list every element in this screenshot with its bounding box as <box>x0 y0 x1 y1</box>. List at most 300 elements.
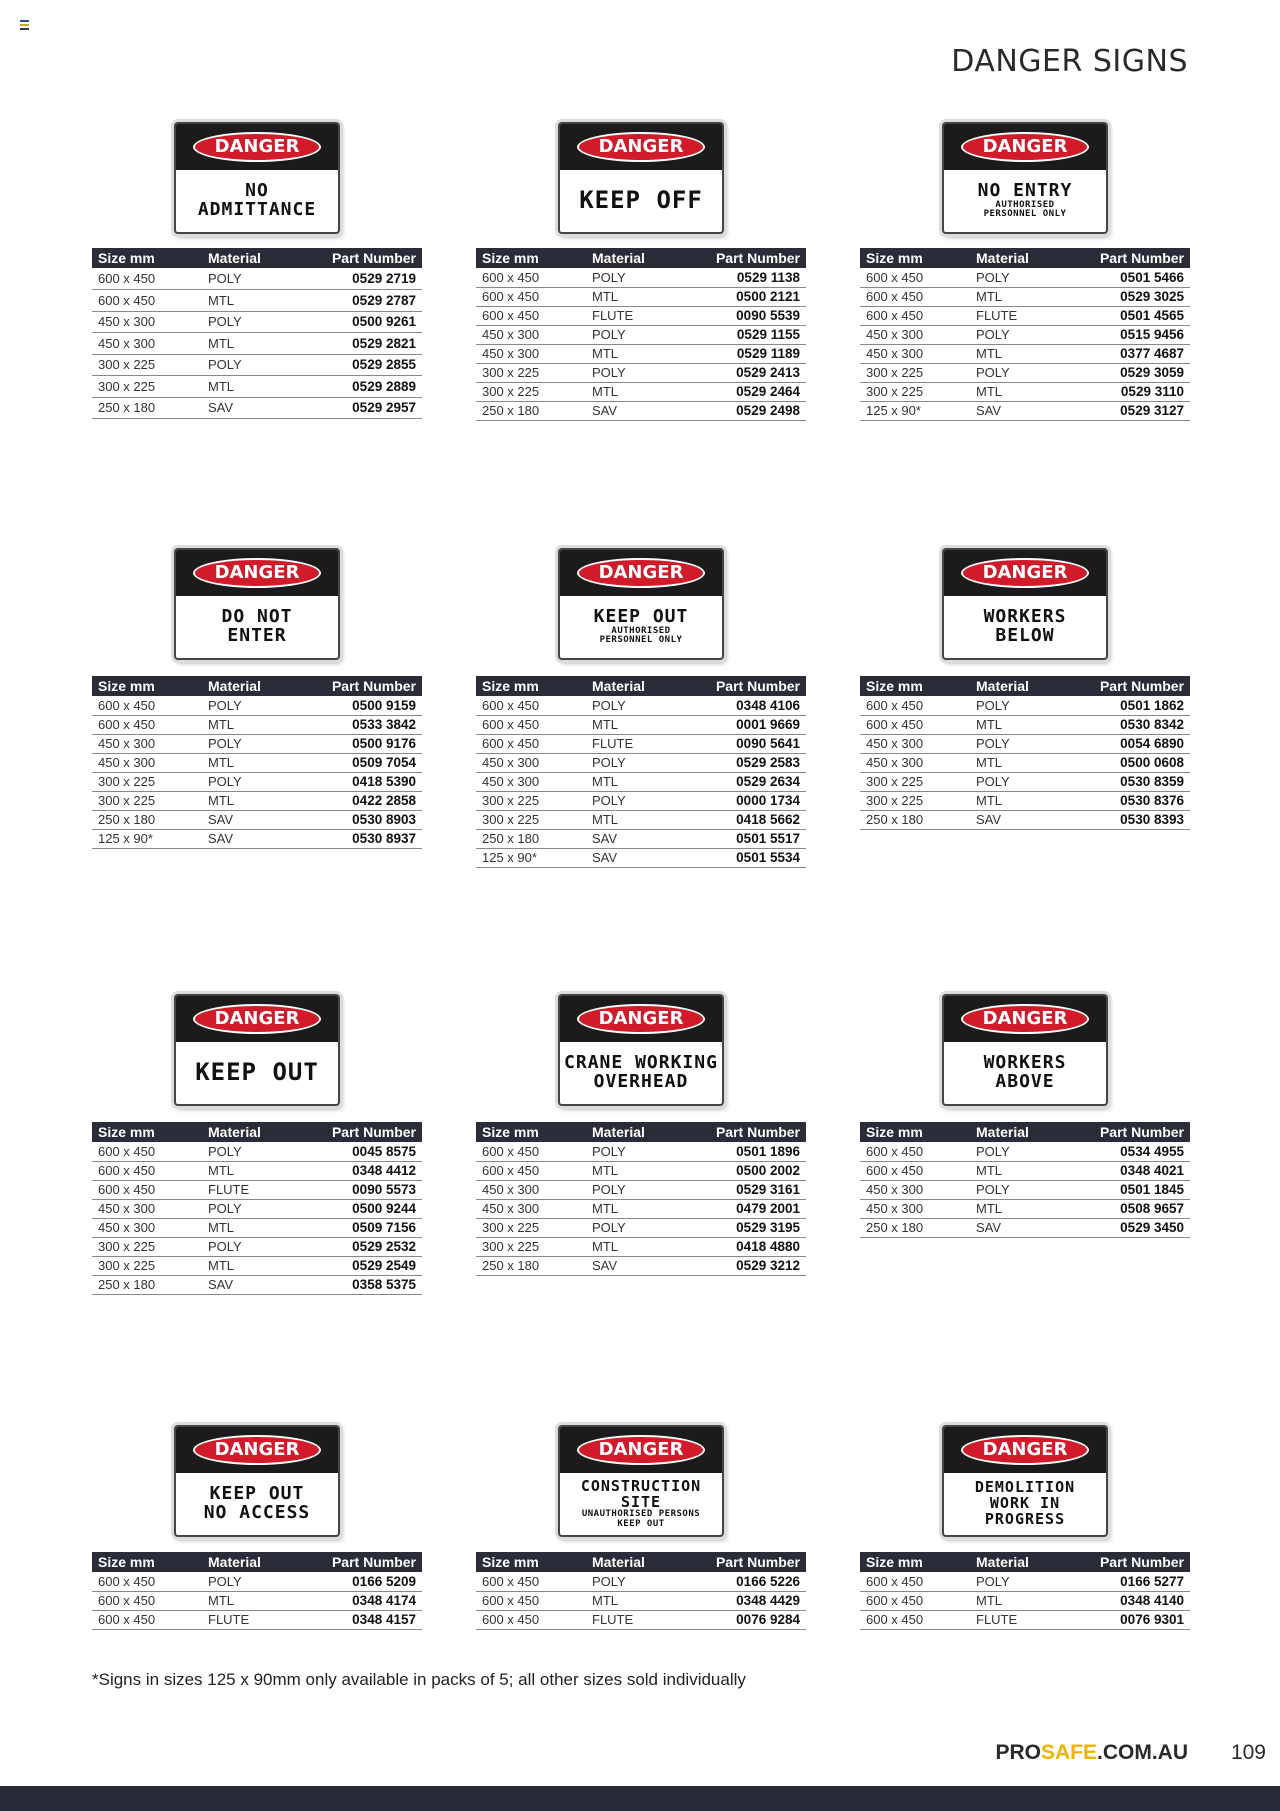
material-cell: POLY <box>202 1237 297 1256</box>
material-cell: SAV <box>970 401 1065 420</box>
danger-sign-image <box>558 548 724 660</box>
size-cell: 300 x 225 <box>92 376 202 398</box>
table-row[interactable] <box>476 1142 806 1161</box>
danger-oval <box>577 558 705 588</box>
part-number-cell: 0529 2549 <box>297 1256 422 1275</box>
sign-text-line: PROGRESS <box>984 1509 1066 1528</box>
size-cell: 450 x 300 <box>860 1180 970 1199</box>
sign-message <box>176 1473 338 1535</box>
table-row[interactable] <box>860 696 1190 715</box>
table-row[interactable] <box>92 1161 422 1180</box>
part-number-cell: 0348 4412 <box>297 1161 422 1180</box>
sign-header <box>176 996 338 1042</box>
material-cell: POLY <box>202 734 297 753</box>
table-row[interactable] <box>860 772 1190 791</box>
size-cell: 450 x 300 <box>860 344 970 363</box>
material-cell: MTL <box>586 1591 681 1610</box>
size-cell: 600 x 450 <box>92 696 202 715</box>
table-row[interactable] <box>92 1237 422 1256</box>
sign-message <box>944 1042 1106 1104</box>
size-cell: 600 x 450 <box>92 290 202 312</box>
size-cell: 600 x 450 <box>860 1142 970 1161</box>
part-number-cell: 0422 2858 <box>297 791 422 810</box>
part-number-cell: 0515 9456 <box>1065 325 1190 344</box>
material-cell: FLUTE <box>586 1610 681 1629</box>
danger-oval <box>193 1435 321 1465</box>
page-number: 109 <box>1230 1741 1266 1764</box>
size-cell: 250 x 180 <box>476 1256 586 1275</box>
brand-logo[interactable] <box>995 1741 1188 1765</box>
size-cell: 125 x 90* <box>860 401 970 420</box>
part-number-cell: 0529 3212 <box>681 1256 806 1275</box>
brand-pre: PRO <box>995 1741 1041 1764</box>
part-number-cell: 0501 5466 <box>1065 268 1190 287</box>
table-row[interactable] <box>860 306 1190 325</box>
part-number-table <box>860 1122 1190 1238</box>
material-cell: MTL <box>970 287 1065 306</box>
table-row[interactable] <box>92 753 422 772</box>
material-cell: POLY <box>970 734 1065 753</box>
material-cell: FLUTE <box>202 1180 297 1199</box>
danger-oval <box>961 558 1089 588</box>
table-row[interactable] <box>476 829 806 848</box>
table-row[interactable] <box>476 734 806 753</box>
th-part-number: Part Number <box>297 1122 422 1142</box>
table-row[interactable] <box>860 363 1190 382</box>
part-number-cell: 0076 9301 <box>1065 1610 1190 1629</box>
size-cell: 600 x 450 <box>860 696 970 715</box>
table-row[interactable] <box>476 401 806 420</box>
material-cell: POLY <box>586 1142 681 1161</box>
table-row[interactable] <box>92 734 422 753</box>
table-row[interactable] <box>476 287 806 306</box>
part-number-table <box>860 248 1190 421</box>
part-number-cell: 0529 2787 <box>297 290 422 312</box>
table-row[interactable] <box>860 344 1190 363</box>
table-row[interactable] <box>476 363 806 382</box>
material-cell: MTL <box>586 772 681 791</box>
table-row[interactable] <box>92 397 422 419</box>
table-row[interactable] <box>92 1275 422 1294</box>
material-cell: MTL <box>202 753 297 772</box>
table-row[interactable] <box>476 1610 806 1629</box>
material-cell: POLY <box>970 363 1065 382</box>
sign-message <box>944 596 1106 658</box>
th-part-number: Part Number <box>1065 1552 1190 1572</box>
size-cell: 600 x 450 <box>476 1161 586 1180</box>
table-row[interactable] <box>860 734 1190 753</box>
danger-sign-image <box>558 994 724 1106</box>
table-row[interactable] <box>92 715 422 734</box>
table-row[interactable] <box>476 306 806 325</box>
size-cell: 600 x 450 <box>476 268 586 287</box>
table-row[interactable] <box>92 354 422 376</box>
part-number-cell: 0529 2634 <box>681 772 806 791</box>
table-row[interactable] <box>860 753 1190 772</box>
table-row[interactable] <box>860 715 1190 734</box>
th-size: Size mm <box>92 1552 202 1572</box>
sign-header <box>944 550 1106 596</box>
part-number-cell: 0509 7156 <box>297 1218 422 1237</box>
table-row[interactable] <box>860 1199 1190 1218</box>
table-row[interactable] <box>476 382 806 401</box>
table-header-row <box>476 1122 806 1142</box>
material-cell: MTL <box>202 1591 297 1610</box>
table-header-row <box>860 1122 1190 1142</box>
size-cell: 600 x 450 <box>92 1161 202 1180</box>
sign-message <box>176 1042 338 1104</box>
size-cell: 450 x 300 <box>476 344 586 363</box>
size-cell: 600 x 450 <box>476 287 586 306</box>
part-number-cell: 0501 1896 <box>681 1142 806 1161</box>
table-row[interactable] <box>860 810 1190 829</box>
sign-message <box>560 596 722 658</box>
danger-label: DANGER <box>598 1008 684 1029</box>
table-row[interactable] <box>92 1199 422 1218</box>
table-row[interactable] <box>476 268 806 287</box>
material-cell: SAV <box>202 1275 297 1294</box>
size-cell: 300 x 225 <box>476 363 586 382</box>
part-number-cell: 0000 1734 <box>681 791 806 810</box>
part-number-cell: 0479 2001 <box>681 1199 806 1218</box>
part-number-cell: 0348 4021 <box>1065 1161 1190 1180</box>
size-cell: 450 x 300 <box>92 1199 202 1218</box>
table-row[interactable] <box>476 810 806 829</box>
material-cell: MTL <box>970 791 1065 810</box>
table-row[interactable] <box>92 810 422 829</box>
sign-text-line: WORKERS <box>983 606 1067 628</box>
size-cell: 450 x 300 <box>476 753 586 772</box>
th-size: Size mm <box>860 248 970 268</box>
table-row[interactable] <box>476 1161 806 1180</box>
part-number-cell: 0529 1138 <box>681 268 806 287</box>
material-cell: POLY <box>970 325 1065 344</box>
part-number-cell: 0508 9657 <box>1065 1199 1190 1218</box>
th-size: Size mm <box>476 1122 586 1142</box>
size-cell: 300 x 225 <box>476 810 586 829</box>
material-cell: POLY <box>586 696 681 715</box>
table-row[interactable] <box>92 311 422 333</box>
table-header-row <box>476 1552 806 1572</box>
bottom-bar <box>0 1786 1280 1811</box>
sign-text-line: DO NOT <box>221 606 293 628</box>
part-number-cell: 0534 4955 <box>1065 1142 1190 1161</box>
size-cell: 600 x 450 <box>476 1610 586 1629</box>
table-row[interactable] <box>92 1142 422 1161</box>
th-size: Size mm <box>92 1122 202 1142</box>
th-part-number: Part Number <box>297 1552 422 1572</box>
table-row[interactable] <box>92 1610 422 1629</box>
size-cell: 600 x 450 <box>92 1572 202 1591</box>
size-cell: 600 x 450 <box>860 715 970 734</box>
table-row[interactable] <box>860 1218 1190 1237</box>
size-cell: 250 x 180 <box>476 829 586 848</box>
size-cell: 125 x 90* <box>476 848 586 867</box>
size-cell: 450 x 300 <box>860 734 970 753</box>
size-cell: 300 x 225 <box>476 1218 586 1237</box>
table-row[interactable] <box>860 268 1190 287</box>
table-row[interactable] <box>92 1180 422 1199</box>
material-cell: POLY <box>586 363 681 382</box>
part-number-cell: 0045 8575 <box>297 1142 422 1161</box>
size-cell: 450 x 300 <box>860 325 970 344</box>
table-header-row <box>476 676 806 696</box>
sign-text-line: AUTHORISED <box>995 200 1055 210</box>
size-cell: 450 x 300 <box>476 325 586 344</box>
table-header-row <box>860 248 1190 268</box>
size-cell: 250 x 180 <box>92 397 202 419</box>
part-number-cell: 0529 3161 <box>681 1180 806 1199</box>
danger-label: DANGER <box>214 1008 300 1029</box>
part-number-cell: 0501 4565 <box>1065 306 1190 325</box>
sign-message <box>560 1473 722 1535</box>
material-cell: POLY <box>586 268 681 287</box>
danger-label: DANGER <box>982 1439 1068 1460</box>
part-number-cell: 0054 6890 <box>1065 734 1190 753</box>
size-cell: 250 x 180 <box>860 1218 970 1237</box>
material-cell: FLUTE <box>970 306 1065 325</box>
table-row[interactable] <box>860 1180 1190 1199</box>
th-size: Size mm <box>860 676 970 696</box>
part-number-cell: 0530 8937 <box>297 829 422 848</box>
material-cell: FLUTE <box>586 306 681 325</box>
material-cell: POLY <box>970 772 1065 791</box>
danger-oval <box>577 1435 705 1465</box>
size-cell: 250 x 180 <box>92 1275 202 1294</box>
part-number-cell: 0529 3195 <box>681 1218 806 1237</box>
material-cell: SAV <box>970 810 1065 829</box>
th-part-number: Part Number <box>1065 248 1190 268</box>
part-number-cell: 0501 1862 <box>1065 696 1190 715</box>
material-cell: POLY <box>202 1572 297 1591</box>
th-part-number: Part Number <box>297 248 422 268</box>
table-row[interactable] <box>476 1572 806 1591</box>
size-cell: 250 x 180 <box>92 810 202 829</box>
danger-sign-image <box>174 1425 340 1537</box>
size-cell: 300 x 225 <box>92 772 202 791</box>
material-cell: MTL <box>202 1161 297 1180</box>
sign-text-line: AUTHORISED <box>611 626 671 636</box>
th-material: Material <box>970 1552 1065 1572</box>
material-cell: MTL <box>970 382 1065 401</box>
material-cell: SAV <box>586 401 681 420</box>
sign-text-line: WORK IN <box>989 1494 1061 1513</box>
material-cell: POLY <box>970 1572 1065 1591</box>
danger-oval <box>961 132 1089 162</box>
table-row[interactable] <box>860 1572 1190 1591</box>
sign-text-line: OVERHEAD <box>593 1071 689 1092</box>
size-cell: 450 x 300 <box>476 1180 586 1199</box>
table-row[interactable] <box>476 791 806 810</box>
material-cell: MTL <box>202 715 297 734</box>
size-cell: 600 x 450 <box>860 1161 970 1180</box>
material-cell: MTL <box>586 344 681 363</box>
sign-text-line: KEEP OUT <box>617 1518 665 1529</box>
size-cell: 600 x 450 <box>92 1610 202 1629</box>
danger-sign-image <box>942 994 1108 1106</box>
size-cell: 300 x 225 <box>860 363 970 382</box>
table-row[interactable] <box>92 696 422 715</box>
sign-message <box>176 596 338 658</box>
sign-text-line: KEEP OUT <box>195 1058 319 1087</box>
table-row[interactable] <box>476 772 806 791</box>
table-row[interactable] <box>476 1218 806 1237</box>
part-number-cell: 0529 2532 <box>297 1237 422 1256</box>
material-cell: MTL <box>970 1591 1065 1610</box>
th-material: Material <box>586 1552 681 1572</box>
part-number-cell: 0529 3110 <box>1065 382 1190 401</box>
th-material: Material <box>202 248 297 268</box>
material-cell: POLY <box>970 268 1065 287</box>
table-row[interactable] <box>92 772 422 791</box>
table-row[interactable] <box>860 1610 1190 1629</box>
part-number-cell: 0166 5226 <box>681 1572 806 1591</box>
sign-header <box>560 1427 722 1473</box>
material-cell: FLUTE <box>202 1610 297 1629</box>
th-material: Material <box>586 248 681 268</box>
sign-text-line: PERSONNEL ONLY <box>983 209 1067 220</box>
sign-header <box>560 124 722 170</box>
table-row[interactable] <box>476 1199 806 1218</box>
part-number-cell: 0358 5375 <box>297 1275 422 1294</box>
sign-header <box>560 996 722 1042</box>
table-row[interactable] <box>476 344 806 363</box>
part-number-table <box>92 248 422 419</box>
danger-sign-image <box>174 122 340 234</box>
material-cell: POLY <box>202 1142 297 1161</box>
material-cell: MTL <box>202 791 297 810</box>
part-number-table <box>476 1122 806 1276</box>
table-row[interactable] <box>92 333 422 355</box>
table-row[interactable] <box>92 376 422 398</box>
danger-label: DANGER <box>982 562 1068 583</box>
table-row[interactable] <box>92 1256 422 1275</box>
th-part-number: Part Number <box>1065 1122 1190 1142</box>
table-row[interactable] <box>860 1591 1190 1610</box>
table-row[interactable] <box>860 325 1190 344</box>
table-row[interactable] <box>92 829 422 848</box>
part-number-cell: 0530 8359 <box>1065 772 1190 791</box>
material-cell: SAV <box>202 829 297 848</box>
sign-text-line: BELOW <box>995 625 1055 646</box>
sign-text-line: SITE <box>620 1492 662 1511</box>
table-row[interactable] <box>476 753 806 772</box>
material-cell: SAV <box>202 397 297 419</box>
size-cell: 600 x 450 <box>92 268 202 290</box>
table-row[interactable] <box>860 1161 1190 1180</box>
table-row[interactable] <box>92 1572 422 1591</box>
table-row[interactable] <box>476 715 806 734</box>
table-row[interactable] <box>476 1591 806 1610</box>
th-size: Size mm <box>92 676 202 696</box>
size-cell: 450 x 300 <box>476 772 586 791</box>
sign-header <box>944 1427 1106 1473</box>
table-row[interactable] <box>860 791 1190 810</box>
th-material: Material <box>586 676 681 696</box>
table-row[interactable] <box>476 1180 806 1199</box>
size-cell: 600 x 450 <box>476 734 586 753</box>
sign-text-line: CRANE WORKING <box>564 1052 718 1074</box>
table-header-row <box>92 1122 422 1142</box>
size-cell: 300 x 225 <box>476 1237 586 1256</box>
material-cell: MTL <box>586 287 681 306</box>
th-material: Material <box>202 1122 297 1142</box>
material-cell: MTL <box>970 715 1065 734</box>
th-material: Material <box>202 676 297 696</box>
table-row[interactable] <box>92 791 422 810</box>
table-row[interactable] <box>92 1591 422 1610</box>
size-cell: 450 x 300 <box>92 311 202 333</box>
size-cell: 600 x 450 <box>476 1591 586 1610</box>
size-cell: 600 x 450 <box>92 1591 202 1610</box>
table-row[interactable] <box>476 325 806 344</box>
material-cell: MTL <box>586 1199 681 1218</box>
table-row[interactable] <box>476 1237 806 1256</box>
table-row[interactable] <box>860 287 1190 306</box>
table-row[interactable] <box>476 848 806 867</box>
table-row[interactable] <box>92 268 422 290</box>
table-row[interactable] <box>860 1142 1190 1161</box>
part-number-cell: 0529 3450 <box>1065 1218 1190 1237</box>
brand-accent: SAFE <box>1040 1741 1097 1764</box>
part-number-cell: 0500 0608 <box>1065 753 1190 772</box>
sign-text-line: KEEP OUT <box>593 606 689 628</box>
menu-icon[interactable] <box>20 20 29 32</box>
part-number-cell: 0533 3842 <box>297 715 422 734</box>
danger-label: DANGER <box>598 136 684 157</box>
danger-oval <box>961 1004 1089 1034</box>
part-number-cell: 0501 1845 <box>1065 1180 1190 1199</box>
material-cell: SAV <box>586 829 681 848</box>
sign-text-line: ADMITTANCE <box>197 199 317 220</box>
table-row[interactable] <box>92 290 422 312</box>
size-cell: 600 x 450 <box>92 715 202 734</box>
sign-text-line: DEMOLITION <box>974 1478 1076 1497</box>
table-row[interactable] <box>92 1218 422 1237</box>
sign-text-line: KEEP OUT <box>209 1483 305 1505</box>
part-number-cell: 0529 2498 <box>681 401 806 420</box>
th-part-number: Part Number <box>297 676 422 696</box>
footnote: *Signs in sizes 125 x 90mm only available in packs of 5; all other sizes sold individually <box>92 1670 746 1689</box>
part-number-cell: 0090 5573 <box>297 1180 422 1199</box>
part-number-cell: 0530 8342 <box>1065 715 1190 734</box>
th-part-number: Part Number <box>681 1552 806 1572</box>
sign-message <box>176 170 338 232</box>
part-number-cell: 0166 5277 <box>1065 1572 1190 1591</box>
danger-oval <box>193 1004 321 1034</box>
table-row[interactable] <box>860 382 1190 401</box>
table-row[interactable] <box>860 401 1190 420</box>
size-cell: 300 x 225 <box>860 382 970 401</box>
material-cell: FLUTE <box>586 734 681 753</box>
material-cell: SAV <box>586 848 681 867</box>
part-number-cell: 0418 5390 <box>297 772 422 791</box>
part-number-cell: 0500 2121 <box>681 287 806 306</box>
danger-label: DANGER <box>214 1439 300 1460</box>
part-number-cell: 0501 5517 <box>681 829 806 848</box>
danger-label: DANGER <box>982 1008 1068 1029</box>
sign-text-line: UNAUTHORISED PERSONS <box>581 1509 701 1520</box>
material-cell: POLY <box>586 753 681 772</box>
size-cell: 600 x 450 <box>860 268 970 287</box>
table-row[interactable] <box>476 696 806 715</box>
material-cell: POLY <box>586 325 681 344</box>
table-row[interactable] <box>476 1256 806 1275</box>
size-cell: 300 x 225 <box>476 791 586 810</box>
th-material: Material <box>202 1552 297 1572</box>
part-number-cell: 0530 8393 <box>1065 810 1190 829</box>
material-cell: SAV <box>202 810 297 829</box>
